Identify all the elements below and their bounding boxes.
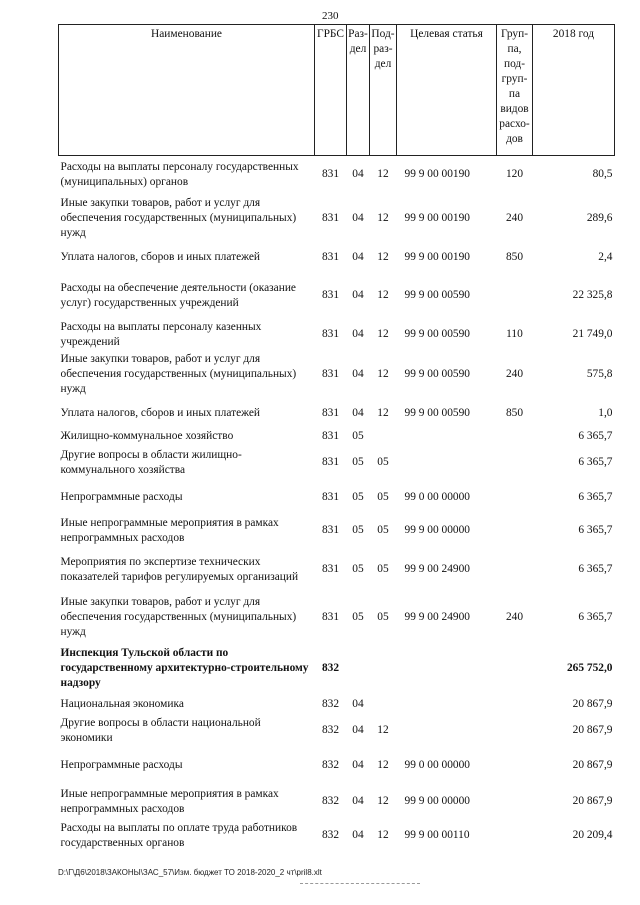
row-grbs: 831: [321, 611, 340, 623]
header-year: 2018 год: [533, 25, 615, 156]
row-vid-rashodov: [497, 642, 533, 696]
table-row: [59, 244, 615, 272]
header-grbs: ГРБС: [315, 25, 347, 156]
row-target: 99 9 00 00190: [404, 251, 470, 263]
row-razdel: 04: [352, 829, 364, 841]
row-razdel: 04: [352, 724, 364, 736]
table-row: [59, 516, 615, 546]
row-target: [397, 714, 497, 748]
row-podrazdel: 05: [377, 524, 389, 536]
row-amount: 80,5: [592, 168, 613, 181]
row-amount: 289,6: [586, 212, 613, 224]
row-razdel: 05: [352, 611, 364, 623]
row-grbs: 831: [321, 407, 340, 419]
row-name: Национальная экономика: [60, 698, 184, 710]
row-razdel: 05: [352, 524, 364, 536]
table-header-row: [59, 25, 615, 156]
row-vid-rashodov: 120: [505, 168, 524, 181]
row-grbs: 831: [321, 524, 340, 536]
row-amount: 6 365,7: [578, 456, 613, 468]
row-vid-rashodov: [497, 820, 533, 852]
row-amount: 6 365,7: [578, 491, 613, 503]
row-vid-rashodov: [497, 748, 533, 784]
row-target: 99 9 00 00190: [404, 212, 470, 224]
row-vid-rashodov: [497, 784, 533, 820]
row-podrazdel: 05: [377, 491, 389, 503]
row-name: Уплата налогов, сборов и иных платежей: [60, 251, 260, 263]
file-path-footer: D:\Г\Д6\2018\ЗАКОНЫ\ЗАС_57\Изм. бюджет ТО 2018-2020_2 чт\pril8.xlt: [58, 868, 322, 877]
row-vid-rashodov: [497, 516, 533, 546]
row-amount: 20 867,9: [572, 698, 613, 710]
row-name: Иные закупки товаров, работ и услуг для обеспечения государственных (муниципальных) нужд: [60, 596, 297, 638]
row-target: 99 0 00 00000: [404, 759, 470, 771]
row-amount: 265 752,0: [566, 662, 613, 674]
row-vid-rashodov: 110: [506, 328, 523, 340]
row-name: Расходы на выплаты персоналу государственных (муниципальных) органов: [60, 160, 299, 188]
row-amount: 6 365,7: [578, 611, 613, 623]
row-razdel: 04: [352, 759, 364, 771]
table-row: [59, 480, 615, 516]
row-grbs: 832: [321, 829, 340, 841]
row-target: 99 9 00 24900: [404, 563, 470, 575]
row-grbs: 831: [321, 251, 340, 263]
table-row: [59, 784, 615, 820]
row-amount: 20 867,9: [572, 795, 613, 807]
row-grbs: 832: [321, 698, 340, 710]
row-podrazdel: 12: [377, 795, 389, 807]
row-amount: 20 867,9: [572, 724, 613, 736]
table-row: [59, 272, 615, 320]
table-row: [59, 194, 615, 244]
row-razdel: 04: [352, 168, 364, 181]
row-grbs: 831: [321, 430, 340, 442]
table-row: [59, 446, 615, 480]
row-vid-rashodov: [497, 428, 533, 446]
row-name: Расходы на обеспечение деятельности (оказание услуг) государственных учреждений: [60, 281, 296, 309]
row-target: 99 9 00 00590: [404, 289, 470, 301]
row-podrazdel: 12: [377, 759, 389, 771]
row-name: Расходы на выплаты по оплате труда работников государственных органов: [60, 821, 298, 849]
table-row: [59, 696, 615, 714]
row-target: 99 9 00 00590: [404, 328, 470, 340]
budget-table: [58, 24, 615, 852]
table-body: [59, 156, 615, 852]
row-grbs: 831: [321, 289, 340, 301]
row-vid-rashodov: [497, 714, 533, 748]
row-razdel: 05: [352, 456, 364, 468]
table-row: [59, 320, 615, 350]
row-grbs: 832: [321, 759, 340, 771]
row-amount: 20 209,4: [572, 829, 613, 841]
row-podrazdel: 12: [377, 829, 389, 841]
row-grbs: 832: [321, 724, 340, 736]
header-target: Целевая статья: [397, 25, 497, 156]
row-amount: 2,4: [598, 251, 613, 263]
table-row: [59, 428, 615, 446]
row-vid-rashodov: [497, 696, 533, 714]
row-name: Жилищно-коммунальное хозяйство: [60, 430, 234, 442]
row-podrazdel: 12: [377, 168, 389, 181]
row-target: 99 9 00 00590: [404, 407, 470, 419]
row-razdel: [347, 642, 370, 696]
row-podrazdel: 12: [377, 407, 389, 419]
row-podrazdel: 05: [377, 563, 389, 575]
row-target: 99 9 00 00000: [404, 524, 470, 536]
row-target: [397, 642, 497, 696]
footer-dashed-mark: [300, 883, 420, 884]
budget-table-container: [58, 24, 614, 852]
row-target: 99 0 00 00000: [404, 491, 470, 503]
row-name: Иные закупки товаров, работ и услуг для обеспечения государственных (муниципальных) нужд: [60, 197, 297, 239]
table-row: [59, 350, 615, 400]
row-podrazdel: 12: [377, 724, 389, 736]
row-vid-rashodov: 850: [505, 407, 524, 419]
row-name: Иные закупки товаров, работ и услуг для обеспечения государственных (муниципальных) нужд: [60, 353, 297, 395]
row-name: Мероприятия по экспертизе технических показателей тарифов регулируемых организаций: [60, 555, 299, 583]
row-name: Уплата налогов, сборов и иных платежей: [60, 407, 260, 419]
table-row: [59, 400, 615, 428]
row-vid-rashodov: 240: [505, 368, 524, 380]
row-grbs: 831: [321, 368, 340, 380]
row-grbs: 831: [321, 212, 340, 224]
row-razdel: 04: [352, 407, 364, 419]
row-razdel: 05: [352, 430, 364, 442]
row-target: 99 9 00 00000: [404, 795, 470, 807]
header-group: Груп-па, под-груп-па видов расхо-дов: [497, 25, 533, 156]
row-podrazdel: 12: [377, 289, 389, 301]
row-amount: 21 749,0: [572, 328, 613, 340]
row-target: 99 9 00 24900: [404, 611, 470, 623]
row-amount: 6 365,7: [578, 563, 613, 575]
row-podrazdel: [370, 642, 397, 696]
row-amount: 22 325,8: [572, 289, 613, 301]
table-row: [59, 748, 615, 784]
row-razdel: 04: [352, 698, 364, 710]
row-name: Другие вопросы в области жилищно-коммунального хозяйства: [60, 448, 242, 476]
row-name: Инспекция Тульской области по государственному архитектурно-строительному надзору: [60, 647, 309, 689]
row-target: [397, 446, 497, 480]
row-razdel: 04: [352, 251, 364, 263]
row-podrazdel: 12: [377, 328, 389, 340]
row-target: 99 9 00 00110: [404, 829, 470, 841]
row-vid-rashodov: [497, 480, 533, 516]
row-razdel: 05: [352, 491, 364, 503]
table-row: [59, 820, 615, 852]
row-razdel: 05: [352, 563, 364, 575]
row-podrazdel: [370, 696, 397, 714]
row-vid-rashodov: 240: [505, 212, 524, 224]
row-razdel: 04: [352, 289, 364, 301]
row-podrazdel: [370, 428, 397, 446]
row-grbs: 831: [321, 168, 340, 181]
row-name: Расходы на выплаты персоналу казенных учреждений: [60, 320, 262, 348]
row-razdel: 04: [352, 368, 364, 380]
row-name: Непрограммные расходы: [60, 491, 183, 503]
header-razdel: Раз-дел: [347, 25, 370, 156]
table-row: [59, 546, 615, 594]
row-vid-rashodov: [497, 272, 533, 320]
row-amount: 20 867,9: [572, 759, 613, 771]
row-name: Другие вопросы в области национальной экономики: [60, 716, 261, 744]
row-vid-rashodov: 850: [505, 251, 524, 263]
table-row: [59, 714, 615, 748]
row-name: Непрограммные расходы: [60, 759, 183, 771]
row-podrazdel: 12: [377, 368, 389, 380]
row-podrazdel: 05: [377, 611, 389, 623]
row-podrazdel: 05: [377, 456, 389, 468]
table-row: [59, 156, 615, 194]
row-vid-rashodov: [497, 446, 533, 480]
row-grbs: 831: [321, 563, 340, 575]
header-podrazdel: Под-раз-дел: [370, 25, 397, 156]
row-razdel: 04: [352, 212, 364, 224]
page-number: 230: [322, 10, 339, 22]
row-target: 99 9 00 00190: [404, 168, 470, 181]
row-amount: 6 365,7: [578, 430, 613, 442]
table-row: [59, 594, 615, 642]
row-razdel: 04: [352, 328, 364, 340]
row-podrazdel: 12: [377, 212, 389, 224]
row-razdel: 04: [352, 795, 364, 807]
row-name: Иные непрограммные мероприятия в рамках непрограммных расходов: [60, 516, 279, 544]
row-grbs: 831: [321, 328, 340, 340]
row-amount: 1,0: [598, 407, 613, 419]
row-name: Иные непрограммные мероприятия в рамках непрограммных расходов: [60, 787, 279, 815]
row-grbs: 831: [321, 456, 340, 468]
row-vid-rashodov: 240: [505, 611, 524, 623]
row-grbs: 832: [321, 795, 340, 807]
row-target: [397, 428, 497, 446]
header-name: Наименование: [59, 25, 315, 156]
row-podrazdel: 12: [377, 251, 389, 263]
row-grbs: 831: [321, 491, 340, 503]
row-amount: 575,8: [586, 368, 613, 380]
table-row: [59, 642, 615, 696]
row-target: [397, 696, 497, 714]
row-vid-rashodov: [497, 546, 533, 594]
row-target: 99 9 00 00590: [404, 368, 470, 380]
row-amount: 6 365,7: [578, 524, 613, 536]
row-grbs: 832: [321, 662, 340, 674]
